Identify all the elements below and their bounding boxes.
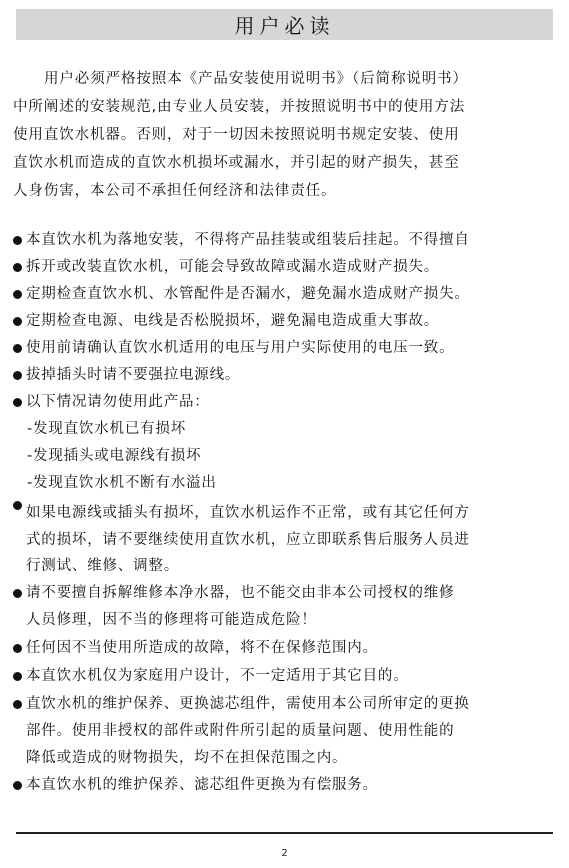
bullet-icon [13,672,22,681]
note-text: 降低或造成的财物损失，均不在担保范围之内。 [26,750,348,766]
bullet-icon [13,781,22,790]
note-text: 部件。使用非授权的部件或附件所引起的质量问题、使用性能的 [26,723,455,739]
note-item [13,580,563,606]
bullet-icon [13,344,22,353]
note-text: 定期检查电源、电线是否松脱损坏，避免漏电造成重大事故。 [26,313,440,329]
note-continuation [13,745,569,771]
sub-item [13,470,569,496]
note-text: 使用前请确认直饮水机适用的电压与用户实际使用的电压一致。 [26,340,455,356]
note-continuation [13,527,569,553]
note-item [13,335,563,361]
note-text: 直饮水机的维护保养、更换滤芯组件，需使用本公司所审定的更换 [26,696,470,712]
note-item [13,254,563,280]
note-text: 请不要擅自拆解维修本净水器，也不能交由非本公司授权的维修 [26,585,455,601]
note-text: 行测试、维修、调整。 [26,558,179,574]
note-item [13,308,563,334]
intro-line: 用户必须严格按照本《产品安装使用说明书》（后简称说明书） [44,71,468,87]
note-item [13,663,563,689]
note-item [13,500,563,526]
sub-item-text: -发现插头或电源线有损坏 [27,448,202,464]
note-text: 拆开或改装直饮水机，可能会导致故障或漏水造成财产损失。 [26,259,440,275]
note-continuation [13,553,569,579]
intro-line: 直饮水机而造成的直饮水机损坏或漏水，并引起的财产损失，甚至 [13,155,460,171]
sub-item [13,443,569,469]
note-text: 拔掉插头时请不要强拉电源线。 [26,367,241,383]
note-text: 定期检查直饮水机、水管配件是否漏水，避免漏水造成财产损失。 [26,286,470,302]
intro-paragraph [13,65,558,205]
note-text: 如果电源线或插头有损坏，直饮水机运作不正常，或有其它任何方 [26,505,470,521]
intro-line: 人身伤害，本公司不承担任何经济和法律责任。 [13,183,337,199]
note-item [13,691,563,717]
note-item [13,635,563,661]
note-continuation [13,718,569,744]
title-banner [16,9,553,40]
bullet-icon [13,290,22,299]
note-text: 本直饮水机为落地安装，不得将产品挂装或组装后挂起。不得擅自 [26,232,470,248]
bullet-icon [13,371,22,380]
footer-divider [16,832,553,834]
bullet-icon [13,236,22,245]
sub-item [13,416,569,442]
note-item [13,281,563,307]
note-item [13,389,563,415]
note-continuation [13,607,569,633]
bullet-icon [13,263,22,272]
note-item [13,227,563,253]
bullet-icon [13,644,22,653]
page-number: 2 [281,848,288,859]
sub-item-text: -发现直饮水机不断有水溢出 [27,475,217,491]
intro-line: 中所阐述的安装规范,由专业人员安装，并按照说明书中的使用方法 [13,99,466,115]
bullet-icon [13,700,22,709]
intro-line: 使用直饮水机器。否则，对于一切因未按照说明书规定安装、使用 [13,127,460,143]
note-text: 以下情况请勿使用此产品： [26,394,210,410]
note-text: 人员修理，因不当的修理将可能造成危险！ [26,612,317,628]
note-text: 式的损坏，请不要继续使用直饮水机，应立即联系售后服务人员进 [26,532,470,548]
note-text: 任何因不当使用所造成的故障，将不在保修范围内。 [26,640,378,656]
sub-item-text: -发现直饮水机已有损坏 [27,421,187,437]
note-item [13,362,563,388]
note-item [13,772,563,798]
bullet-icon [13,501,22,510]
note-text: 本直饮水机的维护保养、滤芯组件更换为有偿服务。 [26,777,378,793]
bullet-icon [13,589,22,598]
bullet-icon [13,398,22,407]
page-title: 用户必读 [234,14,335,38]
bullet-icon [13,317,22,326]
note-text: 本直饮水机仅为家庭用户设计，不一定适用于其它目的。 [26,668,409,684]
